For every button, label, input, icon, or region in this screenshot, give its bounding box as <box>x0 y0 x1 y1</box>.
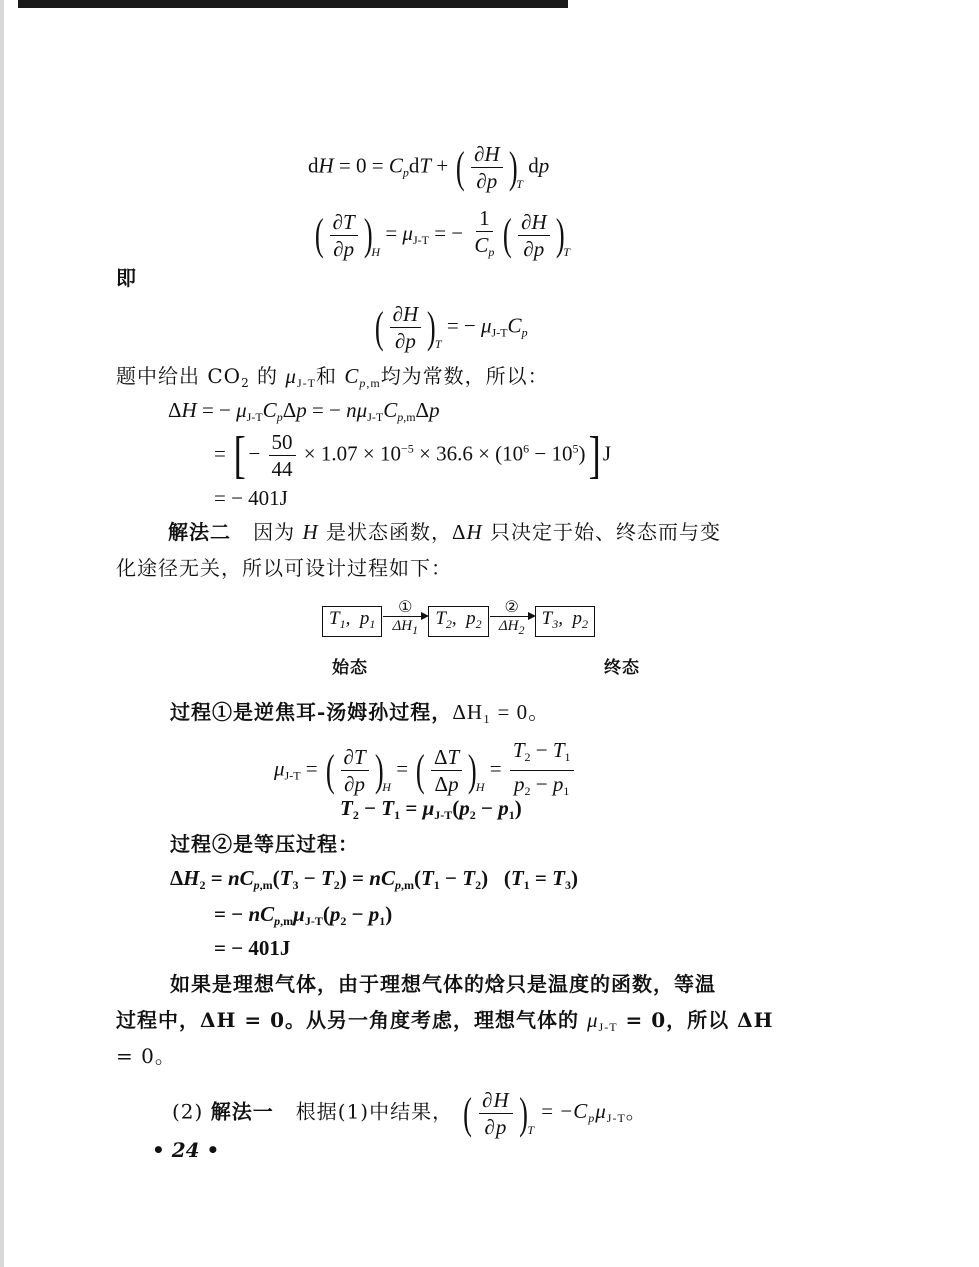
process2-statement: 过程②是等压过程： <box>170 832 359 856</box>
equation-deltaH: ΔH = − $\mu_{J-T}C_p\Delta p$ = − $n\mu_{J-T}C_{p,m}\Delta p$ <box>168 398 440 424</box>
ideal-gas-line2: 过程中，ΔH = 0。从另一角度考虑，理想气体的 $\mu_{J-T} = 0$，所以 ΔH <box>116 1008 774 1034</box>
state-box-2: $T_2$, $p_2$ <box>428 606 488 637</box>
equation-dH: dH = $0 = C_pdT$ + ( $\frac{\partial H}{\partial p}$ )$_T$ dp <box>308 142 550 193</box>
method2-paragraph-line1: 解法二 因为 H 是状态函数，ΔH 只决定于始、终态而与变 <box>168 520 722 544</box>
label-final-state: 终态 <box>604 658 640 678</box>
result-401J-a: = − 401J <box>214 486 288 510</box>
method2-paragraph-line2: 化途径无关，所以可设计过程如下： <box>116 556 452 580</box>
state-box-3: $T_3$, $p_2$ <box>535 606 595 637</box>
ideal-gas-line1: 如果是理想气体，由于理想气体的焓只是温度的函数，等温 <box>170 972 716 996</box>
state-box-1: $T_1$, $p_1$ <box>322 606 382 637</box>
word-ji: 即 <box>116 266 137 290</box>
label-initial-state: 始态 <box>332 658 368 678</box>
equation-deltaH2: $\Delta H_2 = nC_{p,m}(T_3 - T_2) = nC_{p,m}(T_1 - T_2) (T_1 = T_3)$ <box>170 866 578 892</box>
result-401J-b: = − 401J <box>214 936 291 960</box>
equation-dHdp: ( $\frac{\partial H}{\partial p}$ )$_T$ = − $\mu_{J-T}C_p$ <box>374 302 528 353</box>
top-scan-bar <box>18 0 568 8</box>
page-number: • 24 • <box>152 1138 220 1162</box>
equation-deltaH2-expanded: = − $nC_{p,m}\mu_{J-T}(p_2 - p_1)$ <box>214 902 393 928</box>
left-scan-edge <box>0 0 4 1267</box>
process-arrow-1: ① $\Delta H_1$ <box>383 600 427 639</box>
equation-numeric-substitution: = [ − $\frac{50}{44}$ × $1.07 \times 10^{-5} \times 36.6 \times (10^6 - 10^5)$] J <box>214 426 612 484</box>
ideal-gas-line3: = 0。 <box>116 1044 176 1068</box>
process-arrow-2: ② $\Delta H_2$ <box>490 600 534 639</box>
process-diagram <box>322 600 595 639</box>
equation-T2-T1: $T_2 - T_1 = \mu_{J-T}(p_2 - p_1)$ <box>340 796 522 822</box>
given-statement: 题中给出 $CO_2$ 的 $\mu_{J-T}$和 $C_{p,m}$均为常数，所以： <box>116 364 549 390</box>
equation-muJT-definition: ( $\frac{\partial T}{\partial p}$ )$_H = \mu_{J-T}$ = − $\frac{1}{C_p}$ ( $\frac{\partial H}{\partial p}$ )$_T$ <box>314 206 570 261</box>
equation-muJT-finite: $\mu_{J-T}$ = ( $\frac{\partial T}{\partial p}$ )$_H$ = ( $\frac{\Delta T}{\Delta p}$ )$_H$ = $\frac{T_2 - T_1}{p_2 - p_1}$ <box>274 738 577 803</box>
part2-statement: (2) 解法一 根据(1)中结果， ( $\frac{\partial H}{\partial p}$ )$_T = -C_p\mu_{J-T}$。 <box>172 1088 647 1139</box>
process1-statement: 过程①是逆焦耳-汤姆孙过程，ΔH₁ = 0。 <box>170 700 551 724</box>
